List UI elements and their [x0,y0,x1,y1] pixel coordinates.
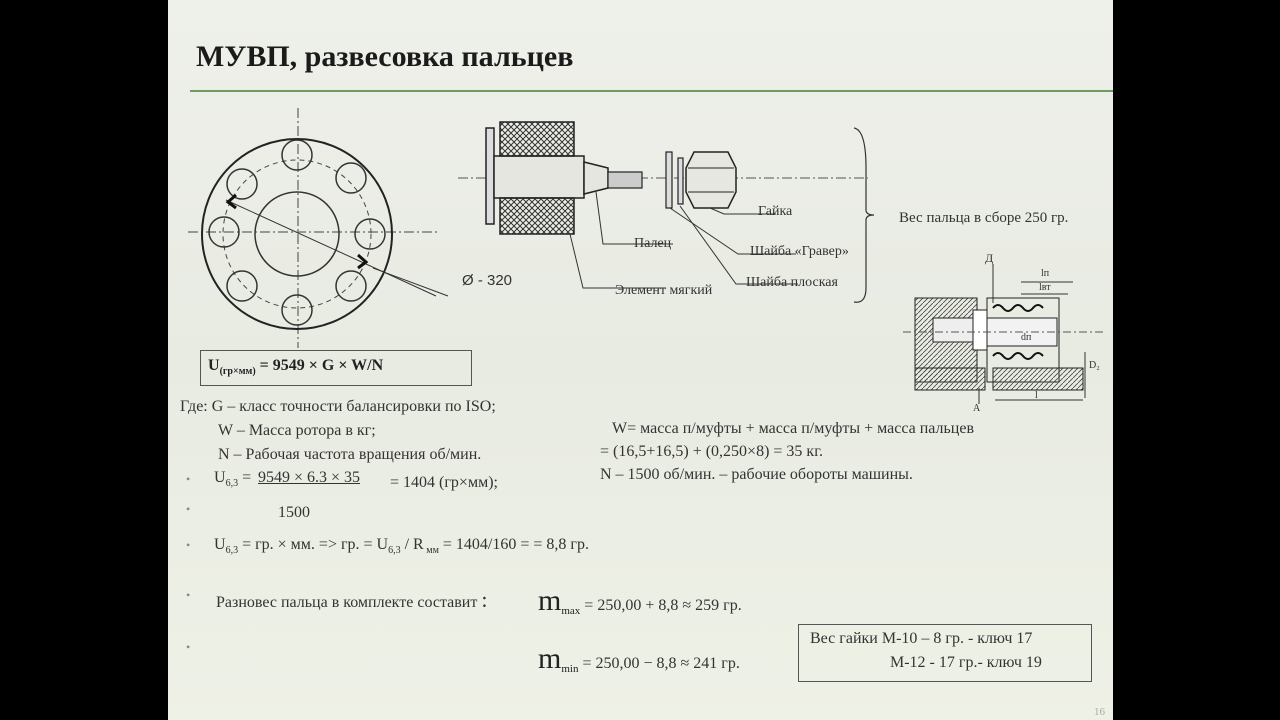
flange-drawing [178,100,468,350]
title-underline [190,90,1113,92]
dim-l: l [1035,390,1038,401]
label-pin: Палец [634,236,672,251]
calc-grams-line: $U_{6,3}$ = гр. × мм. => гр. = $U_{6,3}$ / R $_{мм}$ = 1404/160 = = 8,8 гр. [214,536,589,557]
calc-u-label: $U_{6,3}$ = [214,469,252,490]
label-washer-flat: Шайба плоская [746,275,838,290]
bullet: • [186,502,191,516]
where-line-2: W – Масса ротора в кг; [218,422,376,439]
where-line-1: Где: G – класс точности балансировки по ISO; [180,398,496,415]
label-nut: Гайка [758,204,793,219]
where-line-3: N – Рабочая частота вращения об/мин. [218,446,482,463]
main-formula: $U_{(гр\times мм)} = 9549 \times G \times W/N$ [208,357,384,378]
dim-a: A [973,403,981,414]
slide [168,0,1113,720]
dim-d2: D₂ [1089,360,1100,371]
m-min-formula: $m_{min} = 250,00 - 8,8 \approx 241$ гр. [538,642,740,676]
bullet: • [186,588,191,602]
mass-line-3: N – 1500 об/мин. – рабочие обороты машины. [600,466,913,483]
bullet: • [186,538,191,552]
coupling-section-drawing [903,248,1108,418]
nut-weight-line-2: М-12 - 17 гр.- ключ 19 [890,654,1042,671]
mass-line-1: W= масса п/муфты + масса п/муфты + масса пальцев [612,420,975,437]
bullet: • [186,472,191,486]
dim-ln: lп [1041,268,1050,279]
m-max-formula: $m_{max} = 250,00 + 8,8 \approx 259$ гр. [538,584,742,618]
dim-d1: Д [985,251,994,265]
slide-title: МУВП, развесовка пальцев [196,40,574,73]
dim-dn: dп [1021,332,1032,343]
bullet: • [186,640,191,654]
label-soft-element: Элемент мягкий [615,283,713,298]
imbalance-label: Разновес пальца в комплекте составит : [216,587,488,612]
mass-line-2: = (16,5+16,5) + (0,250×8) = 35 кг. [600,443,823,460]
label-washer-graver: Шайба «Гравер» [750,244,849,259]
nut-weight-line-1: Вес гайки М-10 – 8 гр. - ключ 17 [810,630,1033,647]
dim-lvt: lвт [1039,282,1051,293]
page-number: 16 [1094,706,1105,718]
calc-denominator: 1500 [278,504,310,521]
calc-result: = 1404 (гр×мм); [390,474,498,491]
assembly-weight-label: Вес пальца в сборе 250 гр. [899,210,1069,226]
calc-numerator: 9549 × 6.3 × 35 [258,469,361,486]
diameter-label: Ø - 320 [462,272,513,289]
